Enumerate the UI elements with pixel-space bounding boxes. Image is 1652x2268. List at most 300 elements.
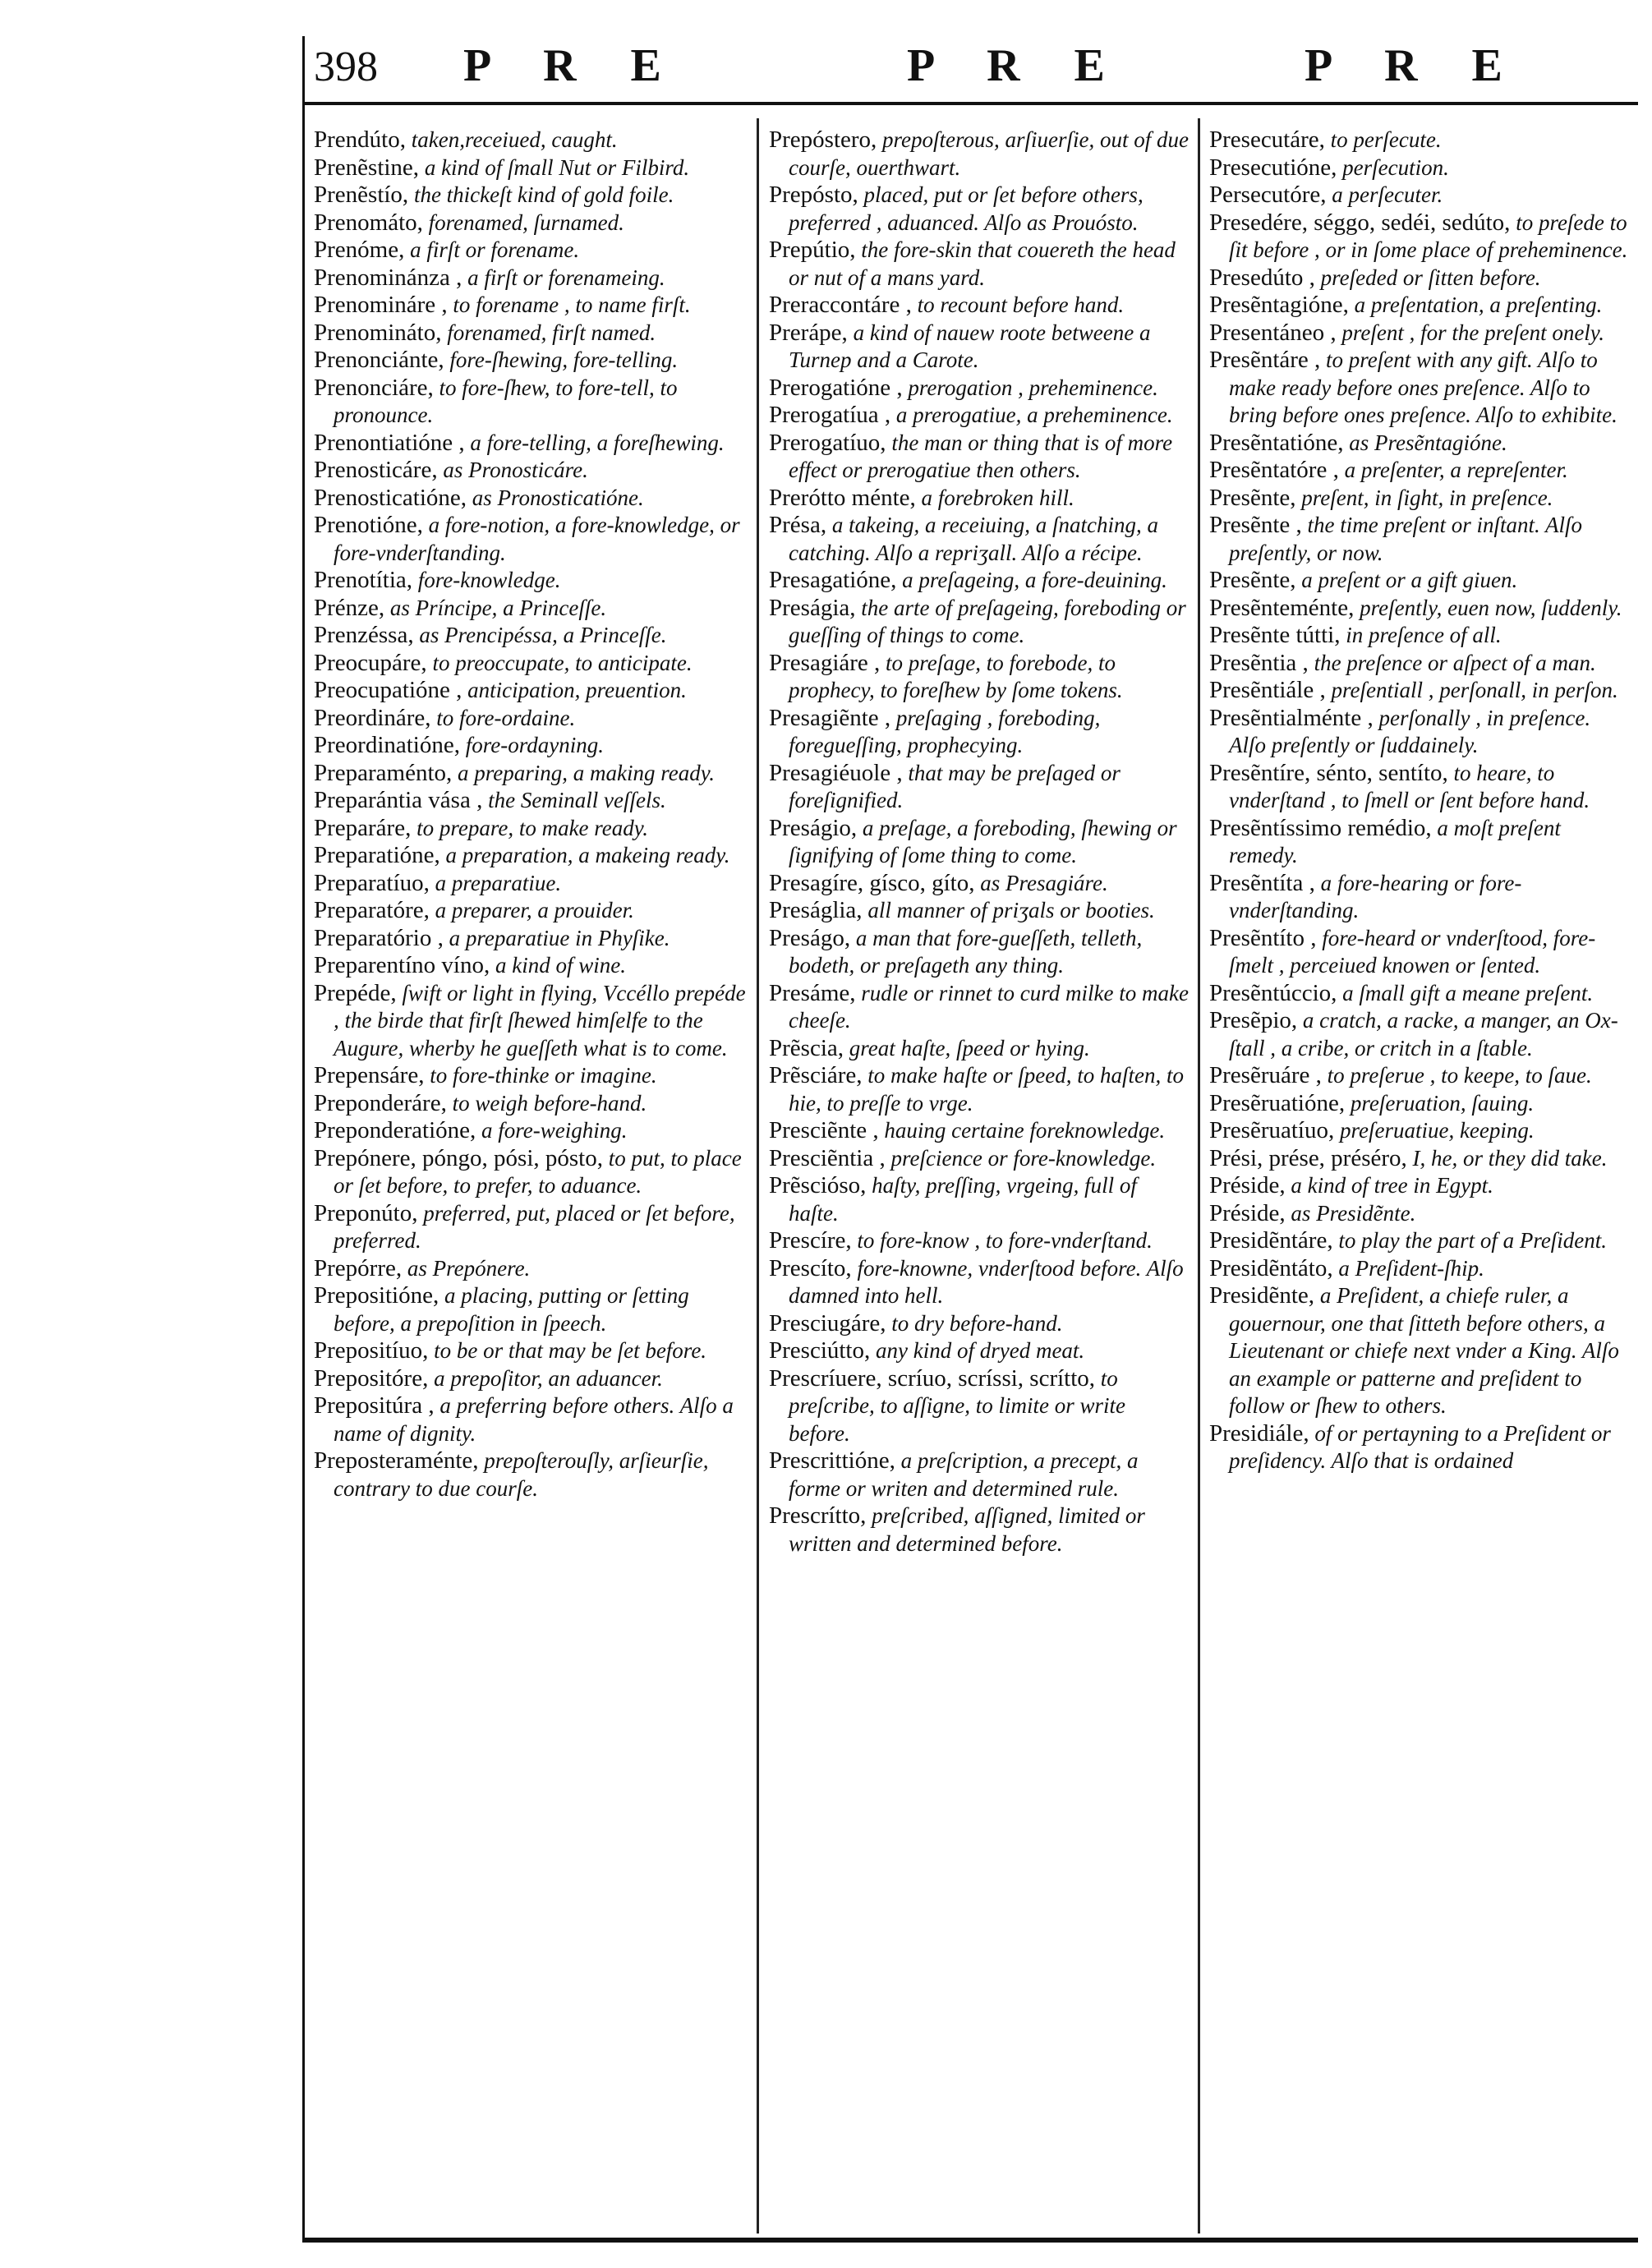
dictionary-entry bbox=[769, 1062, 1192, 1117]
gloss: the Seminall veſſels. bbox=[482, 788, 666, 812]
gloss: a preparatiue. bbox=[429, 870, 562, 895]
headword: Preságio, bbox=[769, 814, 858, 841]
gloss: preſeded or ſitten before. bbox=[1314, 265, 1541, 290]
dictionary-entry bbox=[314, 677, 753, 705]
headword: Presentáneo , bbox=[1209, 319, 1337, 346]
headword: Presẽntíta , bbox=[1209, 869, 1315, 896]
gloss: as Prencipéssa, a Princeſſe. bbox=[413, 623, 667, 647]
dictionary-entry bbox=[1209, 1227, 1630, 1255]
headword: Prenosticatióne, bbox=[314, 484, 467, 511]
headword: Preocupáre, bbox=[314, 649, 427, 676]
headword: Presẽntia , bbox=[1209, 649, 1309, 676]
dictionary-entry bbox=[769, 485, 1192, 513]
dictionary-entry bbox=[1209, 292, 1630, 320]
gloss: preſent , for the preſent onely. bbox=[1336, 320, 1605, 345]
dictionary-entry bbox=[314, 595, 753, 623]
headword: Prési, prése, préséro, bbox=[1209, 1144, 1407, 1171]
dictionary-entry bbox=[314, 1392, 753, 1447]
headword: Prescríuere, scríuo, scríssi, scrítto, bbox=[769, 1364, 1096, 1392]
headword: Persecutóre, bbox=[1209, 182, 1327, 208]
headword: Preponúto, bbox=[314, 1199, 418, 1226]
headword: Presẽnte , bbox=[1209, 512, 1302, 538]
dictionary-entry bbox=[314, 732, 753, 760]
headword: Presedúto , bbox=[1209, 264, 1315, 291]
headword: Prepónere, póngo, pósi, pósto, bbox=[314, 1144, 603, 1171]
dictionary-entry bbox=[769, 870, 1192, 898]
dictionary-entry bbox=[314, 842, 753, 870]
gloss: the man or thing that is of more effect or prerogatiue then others. bbox=[789, 430, 1173, 482]
gloss: a fore-telling, a foreſhewing. bbox=[464, 430, 725, 455]
dictionary-entry bbox=[314, 925, 753, 953]
headword: Preparatióne, bbox=[314, 842, 440, 868]
headword: Prẽscia, bbox=[769, 1034, 844, 1061]
headword: Presagatióne, bbox=[769, 567, 897, 593]
gloss: preſcience or fore-knowledge. bbox=[885, 1145, 1157, 1171]
gloss: a firſt or forenameing. bbox=[462, 265, 665, 290]
header-rule bbox=[302, 102, 1638, 105]
dictionary-entry bbox=[769, 402, 1192, 430]
gloss: to preſcribe, to aſſigne, to limite or write before. bbox=[789, 1365, 1125, 1446]
dictionary-entry bbox=[1209, 1117, 1630, 1145]
gloss: to put, to place or ſet before, to prefer, to aduance. bbox=[334, 1145, 742, 1198]
gloss: to preſent with any gift. Alſo to make ready before ones preſence. Alſo to bring before ones preſence. Alſo to exhibite. bbox=[1229, 347, 1617, 427]
headword: Prenonciáre, bbox=[314, 374, 434, 401]
headword: Prenotítia, bbox=[314, 567, 413, 593]
headword: Prepórre, bbox=[314, 1254, 403, 1281]
column-2 bbox=[769, 127, 1192, 1557]
gloss: a preparing, a making ready. bbox=[452, 760, 716, 785]
gloss: to preoccupate, to anticipate. bbox=[426, 650, 693, 675]
page-number: 398 bbox=[314, 44, 378, 90]
gloss: preſentiall , perſonall, in perſon. bbox=[1325, 678, 1618, 702]
dictionary-entry bbox=[769, 430, 1192, 485]
headword: Presagiáre , bbox=[769, 649, 881, 676]
gloss: to perſecute. bbox=[1324, 127, 1442, 152]
headword: Preparentíno víno, bbox=[314, 952, 490, 978]
dictionary-entry bbox=[314, 705, 753, 733]
gloss: a forebroken hill. bbox=[915, 485, 1074, 510]
dictionary-entry bbox=[314, 787, 753, 815]
running-head-right: P R E bbox=[1305, 40, 1524, 91]
gloss: a Preſident, a chiefe ruler, a gouernour, one that ſitteth before others, a Lieutenant or chiefe next vnder a King. Alſo an example or patterne and preſident to follow or ſhew to others. bbox=[1229, 1283, 1619, 1418]
gloss: a fore-notion, a fore-knowledge, or fore-vnderſtanding. bbox=[334, 513, 740, 565]
headword: Presáme, bbox=[769, 979, 856, 1006]
dictionary-entry bbox=[314, 650, 753, 678]
headword: Preparaménto, bbox=[314, 759, 453, 786]
dictionary-entry bbox=[1209, 430, 1630, 458]
gloss: a preſenter, a repreſenter. bbox=[1338, 458, 1568, 482]
page-header bbox=[302, 36, 1638, 102]
running-head-center: P R E bbox=[907, 40, 1126, 91]
gloss: a cratch, a racke, a manger, an Ox-ſtall , a cribe, or critch in a ſtable. bbox=[1229, 1008, 1618, 1060]
gloss: a prerogatiue, a preheminence. bbox=[890, 403, 1173, 427]
dictionary-entry bbox=[1209, 485, 1630, 513]
gloss: a ſmall gift a meane preſent. bbox=[1337, 980, 1594, 1005]
gloss: a kind of nauew roote betweene a Turnep and a Carote. bbox=[789, 320, 1151, 372]
gloss: a kind of tree in Egypt. bbox=[1285, 1173, 1493, 1198]
dictionary-entry bbox=[314, 292, 753, 320]
headword: Presẽnteménte, bbox=[1209, 594, 1355, 621]
dictionary-entry bbox=[769, 925, 1192, 980]
dictionary-entry bbox=[314, 1117, 753, 1145]
gloss: to make haſte or ſpeed, to haſten, to hie, to preſſe to vrge. bbox=[789, 1063, 1184, 1116]
headword: Presẽntagióne, bbox=[1209, 292, 1349, 318]
dictionary-entry bbox=[1209, 1007, 1630, 1062]
headword: Presẽntúccio, bbox=[1209, 979, 1337, 1006]
headword: Prenomáto, bbox=[314, 209, 423, 236]
headword: Prerogatíua , bbox=[769, 402, 891, 428]
gloss: as Presidẽnte. bbox=[1285, 1200, 1416, 1226]
gloss: preſently, euen now, ſuddenly. bbox=[1354, 595, 1622, 620]
dictionary-entry bbox=[769, 980, 1192, 1035]
headword: Presẽruatíuo, bbox=[1209, 1117, 1335, 1143]
dictionary-entry bbox=[314, 760, 753, 788]
dictionary-entry bbox=[1209, 595, 1630, 623]
headword: Prenosticáre, bbox=[314, 457, 438, 483]
dictionary-entry bbox=[769, 292, 1192, 320]
gloss: to heare, to vnderſtand , to ſmell or ſent before hand. bbox=[1229, 760, 1590, 812]
dictionary-entry bbox=[769, 1255, 1192, 1310]
column-1 bbox=[314, 127, 753, 1502]
gloss: a placing, putting or ſetting before, a prepoſition in ſpeech. bbox=[334, 1283, 689, 1336]
headword: Prepútio, bbox=[769, 237, 856, 263]
headword: Preposteraménte, bbox=[314, 1447, 479, 1474]
gloss: as Prepónere. bbox=[402, 1255, 531, 1281]
dictionary-entry bbox=[1209, 265, 1630, 292]
dictionary-entry bbox=[1209, 1172, 1630, 1200]
headword: Prenominánza , bbox=[314, 264, 462, 291]
gloss: a preparer, a prouider. bbox=[429, 898, 634, 922]
dictionary-entry bbox=[769, 1310, 1192, 1338]
gloss: to fore-ordaine. bbox=[430, 705, 576, 730]
dictionary-entry bbox=[314, 952, 753, 980]
dictionary-entry bbox=[314, 182, 753, 209]
gloss: a takeing, a receiuing, a ſnatching, a catching. Alſo a repriʒall. Alſo a récipe. bbox=[789, 513, 1158, 565]
dictionary-entry bbox=[314, 1062, 753, 1090]
headword: Presẽntíto , bbox=[1209, 924, 1317, 951]
gloss: fore-knowne, vnderſtood before. Alſo damned into hell. bbox=[789, 1255, 1184, 1308]
gloss: a preferring before others. Alſo a name of dignity. bbox=[334, 1393, 734, 1446]
gloss: preſaging , foreboding, foregueſſing, prophecying. bbox=[789, 705, 1101, 757]
dictionary-entry bbox=[769, 1365, 1192, 1448]
gloss: ſwift or light in flying, Vccéllo prepéde , the birde that firſt ſhewed himſelfe to the Augure, wherby he gueſſeth what is to come. bbox=[334, 980, 746, 1060]
headword: Presedére, séggo, sedéi, sedúto, bbox=[1209, 209, 1511, 236]
dictionary-entry bbox=[314, 815, 753, 843]
dictionary-entry bbox=[314, 897, 753, 925]
headword: Prepéde, bbox=[314, 979, 397, 1006]
headword: Prenẽstine, bbox=[314, 154, 420, 181]
headword: Preságlia, bbox=[769, 897, 863, 923]
dictionary-entry bbox=[1209, 320, 1630, 347]
dictionary-entry bbox=[1209, 182, 1630, 209]
dictionary-entry bbox=[769, 1227, 1192, 1255]
gloss: preſeruatiue, keeping. bbox=[1334, 1118, 1535, 1143]
dictionary-entry bbox=[769, 127, 1192, 182]
dictionary-entry bbox=[769, 650, 1192, 705]
headword: Preságia, bbox=[769, 594, 856, 621]
dictionary-entry bbox=[314, 622, 753, 650]
headword: Prẽsciáre, bbox=[769, 1062, 863, 1088]
gloss: placed, put or ſet before others, preferred , aduanced. Alſo as Prouósto. bbox=[789, 182, 1144, 235]
dictionary-entry bbox=[314, 1337, 753, 1365]
gloss: preſeruation, ſauing. bbox=[1345, 1090, 1535, 1116]
headword: Prenẽstío, bbox=[314, 182, 409, 208]
headword: Preraccontáre , bbox=[769, 292, 912, 318]
headword: Prerápe, bbox=[769, 319, 848, 346]
gloss: the fore-skin that couereth the head or nut of a mans yard. bbox=[789, 237, 1176, 290]
dictionary-entry bbox=[769, 705, 1192, 760]
gloss: to prepare, to make ready. bbox=[411, 815, 649, 840]
gloss: a fore-hearing or fore-vnderſtanding. bbox=[1229, 870, 1522, 922]
dictionary-entry bbox=[1209, 347, 1630, 430]
headword: Presẽntíssimo remédio, bbox=[1209, 814, 1432, 841]
gloss: anticipation, preuention. bbox=[462, 678, 687, 702]
headword: Prẽscióso, bbox=[769, 1172, 867, 1198]
gloss: fore-ordayning. bbox=[459, 733, 604, 757]
headword: Presẽnte, bbox=[1209, 484, 1296, 511]
dictionary-entry bbox=[769, 567, 1192, 595]
gloss: as Presagiáre. bbox=[974, 870, 1108, 895]
headword: Preparatório , bbox=[314, 924, 444, 951]
gloss: a firſt or forename. bbox=[404, 237, 580, 262]
gloss: all manner of priʒals or booties. bbox=[862, 898, 1155, 922]
dictionary-entry bbox=[314, 457, 753, 485]
headword: Prepensáre, bbox=[314, 1062, 425, 1088]
headword: Preságo, bbox=[769, 924, 851, 951]
gloss: as Príncipe, a Princeſſe. bbox=[384, 595, 607, 620]
headword: Prenomináre , bbox=[314, 292, 448, 318]
headword: Presciẽntia , bbox=[769, 1144, 886, 1171]
gloss: as Presẽntagióne. bbox=[1343, 430, 1507, 455]
headword: Presẽpio, bbox=[1209, 1007, 1298, 1033]
headword: Prenóme, bbox=[314, 237, 405, 263]
gloss: a moſt preſent remedy. bbox=[1229, 815, 1561, 867]
gloss: fore-ſhewing, fore-telling. bbox=[444, 347, 679, 372]
gloss: a preſentation, a preſenting. bbox=[1348, 292, 1603, 317]
gloss: to dry before-hand. bbox=[886, 1310, 1063, 1336]
dictionary-entry bbox=[314, 512, 753, 567]
gloss: prepoſterouſly, arſieurſie, contrary to due courſe. bbox=[334, 1448, 709, 1501]
headword: Prenomináto, bbox=[314, 319, 442, 346]
headword: Presẽntíre, sénto, sentíto, bbox=[1209, 759, 1448, 786]
left-border-rule bbox=[302, 36, 305, 2238]
headword: Preordináre, bbox=[314, 704, 431, 731]
column-3 bbox=[1209, 127, 1630, 1475]
dictionary-entry bbox=[1209, 677, 1630, 705]
headword: Prepositúra , bbox=[314, 1392, 435, 1419]
gloss: fore-heard or vnderſtood, fore-ſmelt , perceiued knowen or ſented. bbox=[1229, 925, 1596, 978]
gloss: a man that fore-gueſſeth, telleth, bodeth, or preſageth any thing. bbox=[789, 925, 1143, 978]
headword: Presidẽntáto, bbox=[1209, 1254, 1333, 1281]
headword: Preocupatióne , bbox=[314, 677, 462, 703]
gloss: prerogation , preheminence. bbox=[902, 375, 1158, 400]
gloss: a kind of ſmall Nut or Filbird. bbox=[419, 154, 690, 180]
gloss: a preſageing, a fore-deuining. bbox=[896, 568, 1167, 592]
gloss: any kind of dryed meat. bbox=[870, 1338, 1085, 1363]
dictionary-entry bbox=[769, 512, 1192, 567]
dictionary-entry bbox=[1209, 567, 1630, 595]
gloss: a preparatiue in Phyſike. bbox=[443, 925, 670, 950]
dictionary-entry bbox=[769, 1502, 1192, 1557]
gloss: a preparation, a makeing ready. bbox=[439, 843, 730, 867]
headword: Presẽntialménte , bbox=[1209, 704, 1374, 731]
gloss: I, he, or they did take. bbox=[1406, 1145, 1608, 1171]
dictionary-entry bbox=[769, 897, 1192, 925]
dictionary-entry bbox=[769, 1447, 1192, 1502]
dictionary-entry bbox=[314, 375, 753, 430]
gloss: in preſence of all. bbox=[1340, 623, 1502, 647]
gloss: as Pronosticáre. bbox=[437, 458, 588, 482]
dictionary-entry bbox=[1209, 870, 1630, 925]
gloss: the thickeſt kind of gold foile. bbox=[408, 182, 674, 207]
dictionary-page bbox=[302, 36, 1638, 2254]
dictionary-entry bbox=[314, 1255, 753, 1283]
headword: Presidẽnte, bbox=[1209, 1282, 1315, 1309]
headword: Presciẽnte , bbox=[769, 1117, 879, 1143]
headword: Preponderatióne, bbox=[314, 1117, 476, 1143]
dictionary-entry bbox=[314, 127, 753, 154]
dictionary-entry bbox=[314, 1200, 753, 1255]
headword: Presẽntiále , bbox=[1209, 677, 1326, 703]
dictionary-entry bbox=[1209, 1255, 1630, 1283]
headword: Presẽruáre , bbox=[1209, 1062, 1322, 1088]
headword: Presẽntatóre , bbox=[1209, 457, 1339, 483]
dictionary-entry bbox=[1209, 925, 1630, 980]
headword: Prendúto, bbox=[314, 127, 406, 153]
dictionary-entry bbox=[1209, 154, 1630, 182]
gloss: to forename , to name firſt. bbox=[447, 292, 691, 317]
dictionary-entry bbox=[314, 237, 753, 265]
gloss: fore-knowledge. bbox=[412, 568, 561, 592]
gloss: a prepoſitor, an aduancer. bbox=[428, 1365, 663, 1391]
headword: Preparántia vása , bbox=[314, 787, 483, 813]
dictionary-entry bbox=[314, 485, 753, 513]
dictionary-entry bbox=[314, 209, 753, 237]
headword: Présa, bbox=[769, 512, 827, 538]
dictionary-entry bbox=[314, 567, 753, 595]
dictionary-entry bbox=[1209, 457, 1630, 485]
dictionary-entry bbox=[769, 1145, 1192, 1173]
gloss: a kind of wine. bbox=[490, 953, 626, 978]
gloss: the time preſent or inſtant. Alſo preſently, or now. bbox=[1229, 513, 1582, 565]
headword: Prerogatióne , bbox=[769, 374, 903, 401]
dictionary-entry bbox=[1209, 650, 1630, 678]
gloss: a preſage, a foreboding, ſhewing or ſignifying of ſome thing to come. bbox=[789, 815, 1177, 867]
gloss: a fore-weighing. bbox=[476, 1118, 628, 1143]
gloss: the preſence or aſpect of a man. bbox=[1308, 650, 1596, 675]
dictionary-entry bbox=[1209, 705, 1630, 760]
dictionary-entry bbox=[314, 1090, 753, 1118]
dictionary-entry bbox=[769, 237, 1192, 292]
dictionary-entry bbox=[314, 430, 753, 458]
dictionary-entry bbox=[769, 815, 1192, 870]
headword: Prenzéssa, bbox=[314, 622, 414, 648]
headword: Prepositíuo, bbox=[314, 1337, 429, 1364]
footer-rule bbox=[302, 2238, 1638, 2243]
dictionary-entry bbox=[769, 182, 1192, 237]
headword: Presagíre, gísco, gíto, bbox=[769, 869, 975, 896]
dictionary-entry bbox=[1209, 1282, 1630, 1420]
headword: Presecutáre, bbox=[1209, 127, 1325, 153]
gloss: a preſcription, a precept, a forme or writen and determined rule. bbox=[789, 1448, 1139, 1501]
headword: Prescíto, bbox=[769, 1254, 852, 1281]
headword: Prepóstero, bbox=[769, 127, 877, 153]
dictionary-entry bbox=[769, 1172, 1192, 1227]
gloss: forenamed, firſt named. bbox=[441, 320, 656, 345]
gloss: hauing certaine foreknowledge. bbox=[878, 1118, 1166, 1143]
gloss: perſecution. bbox=[1337, 154, 1449, 180]
dictionary-entry bbox=[769, 595, 1192, 650]
gloss: forenamed, ſurnamed. bbox=[422, 209, 624, 235]
headword: Presẽntatióne, bbox=[1209, 429, 1344, 456]
headword: Preparatíuo, bbox=[314, 869, 430, 896]
gloss: preſent, in ſight, in preſence. bbox=[1295, 485, 1553, 510]
dictionary-entry bbox=[1209, 1062, 1630, 1090]
gloss: to be or that may be ſet before. bbox=[428, 1338, 707, 1363]
headword: Prescíre, bbox=[769, 1227, 852, 1254]
gloss: to preſage, to forebode, to prophecy, to foreſhew by ſome tokens. bbox=[789, 650, 1123, 702]
dictionary-entry bbox=[1209, 1090, 1630, 1118]
dictionary-entry bbox=[314, 347, 753, 375]
dictionary-entry bbox=[314, 980, 753, 1063]
dictionary-entry bbox=[1209, 815, 1630, 870]
headword: Prescrítto, bbox=[769, 1502, 867, 1529]
gloss: rudle or rinnet to curd milke to make cheeſe. bbox=[789, 980, 1189, 1033]
gloss: to fore-know , to fore-vnderſtand. bbox=[851, 1228, 1153, 1253]
dictionary-entry bbox=[1209, 209, 1630, 265]
gloss: to preſede to ſit before , or in ſome place of preheminence. bbox=[1229, 209, 1628, 262]
dictionary-entry bbox=[314, 1145, 753, 1200]
headword: Prenontiatióne , bbox=[314, 429, 465, 456]
column-divider bbox=[757, 118, 759, 2233]
headword: Prenotióne, bbox=[314, 512, 423, 538]
dictionary-entry bbox=[1209, 1420, 1630, 1475]
headword: Prerogatíuo, bbox=[769, 429, 886, 456]
dictionary-entry bbox=[314, 265, 753, 292]
headword: Preparáre, bbox=[314, 814, 412, 841]
dictionary-entry bbox=[769, 1337, 1192, 1365]
dictionary-entry bbox=[1209, 512, 1630, 567]
dictionary-entry bbox=[1209, 622, 1630, 650]
dictionary-entry bbox=[1209, 1145, 1630, 1173]
gloss: that may be preſaged or foreſignified. bbox=[789, 760, 1121, 812]
headword: Prepósto, bbox=[769, 182, 858, 208]
dictionary-entry bbox=[314, 1282, 753, 1337]
headword: Préside, bbox=[1209, 1199, 1286, 1226]
gloss: to recount before hand. bbox=[911, 292, 1125, 317]
headword: Preordinatióne, bbox=[314, 732, 460, 758]
headword: Prénze, bbox=[314, 594, 385, 621]
column-divider bbox=[1198, 118, 1200, 2233]
dictionary-entry bbox=[314, 1365, 753, 1393]
headword: Preparatóre, bbox=[314, 897, 430, 923]
headword: Prepositóre, bbox=[314, 1364, 429, 1392]
headword: Presidiále, bbox=[1209, 1419, 1309, 1447]
gloss: haſty, preſſing, vrgeing, full of haſte. bbox=[789, 1173, 1137, 1226]
dictionary-entry bbox=[769, 1035, 1192, 1063]
headword: Presidẽntáre, bbox=[1209, 1227, 1333, 1254]
gloss: preferred, put, placed or ſet before, preferred. bbox=[334, 1200, 735, 1253]
dictionary-entry bbox=[314, 1447, 753, 1502]
headword: Prenonciánte, bbox=[314, 347, 444, 373]
headword: Presagiéuole , bbox=[769, 759, 903, 786]
running-head-left: P R E bbox=[463, 40, 683, 91]
headword: Presagiẽnte , bbox=[769, 704, 891, 731]
headword: Prepositióne, bbox=[314, 1282, 439, 1309]
headword: Presẽruatióne, bbox=[1209, 1089, 1346, 1116]
gloss: prepoſterous, arſiuerſie, out of due courſe, ouerthwart. bbox=[789, 127, 1189, 180]
headword: Préside, bbox=[1209, 1172, 1286, 1198]
